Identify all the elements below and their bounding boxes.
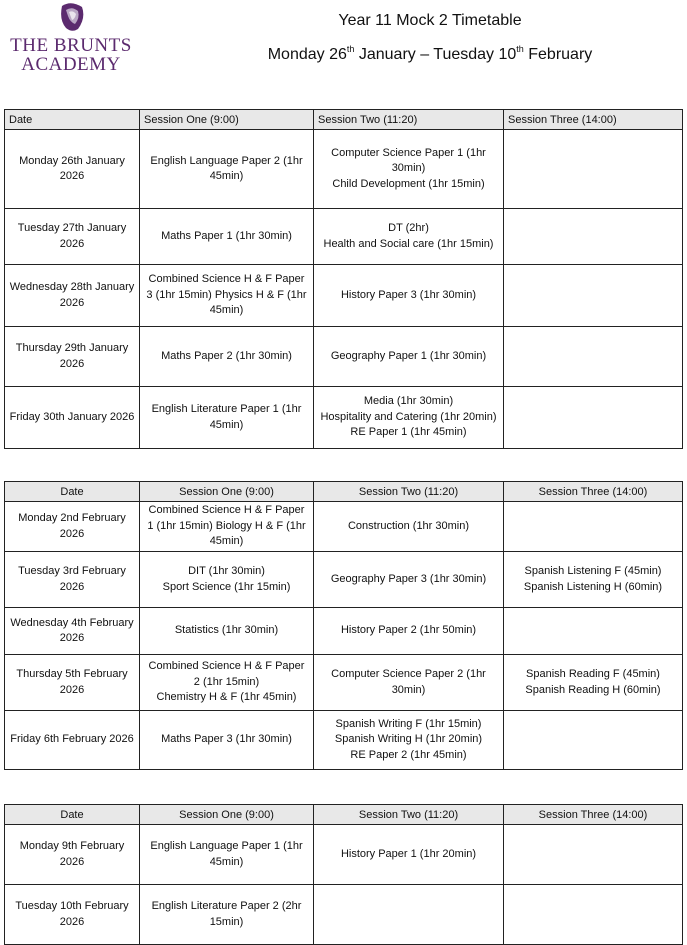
exam-entry: Maths Paper 1 (1hr 30min): [161, 229, 292, 242]
exam-entry: Geography Paper 3 (1hr 30min): [330, 572, 487, 585]
date-cell: Monday 26th January 2026: [5, 130, 140, 209]
session-three-cell: [504, 825, 683, 885]
table-row: [5, 552, 683, 608]
table-row: [5, 387, 683, 449]
session-one-cell: [140, 711, 314, 770]
session-three-cell: [504, 552, 683, 608]
exam-entry: Spanish Writing F (1hr 15min): [335, 717, 482, 730]
exam-entry: RE Paper 2 (1hr 45min): [350, 748, 467, 761]
session-one-cell: [140, 209, 314, 265]
table-row: [5, 265, 683, 327]
session-two-cell: [314, 502, 504, 552]
table-row: [5, 608, 683, 655]
exam-entry: Computer Science Paper 1 (1hr 30min): [331, 146, 486, 175]
date-cell: Thursday 5th February 2026: [5, 655, 140, 711]
table-row: [5, 825, 683, 885]
session-two-cell: [314, 265, 504, 327]
exam-entry: Statistics (1hr 30min): [174, 624, 279, 637]
session-three-cell: [504, 711, 683, 770]
date-cell: Monday 2nd February 2026: [5, 502, 140, 552]
exam-entry: Spanish Listening F (45min): [524, 565, 662, 577]
session-two-cell: [314, 327, 504, 387]
column-header-session-one: Session One (9:00): [140, 482, 314, 502]
timetable-week2: [4, 481, 683, 770]
session-three-cell: [504, 265, 683, 327]
exam-entry: Hospitality and Catering (1hr 20min): [320, 410, 497, 423]
exam-entry: Combined Science H & F Paper 3 (1hr 15min) Physics H & F (1hr 45min): [146, 273, 307, 317]
session-one-cell: [140, 552, 314, 608]
column-header-session-two: Session Two (11:20): [314, 482, 504, 502]
exam-entry: Combined Science H & F Paper 2 (1hr 15min): [148, 660, 305, 688]
session-two-cell: [314, 825, 504, 885]
session-two-cell: [314, 387, 504, 449]
exam-entry: English Literature Paper 1 (1hr 45min): [151, 403, 302, 431]
date-cell: Tuesday 10th February 2026: [5, 885, 140, 945]
timetable-week3: [4, 804, 683, 945]
column-header-date: Date: [5, 110, 140, 130]
column-header-session-one: Session One (9:00): [140, 110, 314, 130]
column-header-session-two: Session Two (11:20): [314, 110, 504, 130]
session-two-cell: [314, 209, 504, 265]
exam-entry: Health and Social care (1hr 15min): [323, 237, 494, 250]
table-row: [5, 209, 683, 265]
session-two-cell: [314, 711, 504, 770]
exam-entry: DT (2hr): [388, 222, 429, 234]
table-row: [5, 327, 683, 387]
column-header-session-three: Session Three (14:00): [504, 805, 683, 825]
exam-entry: DIT (1hr 30min): [188, 565, 265, 577]
exam-entry: Child Development (1hr 15min): [332, 177, 485, 190]
exam-entry: Sport Science (1hr 15min): [162, 580, 291, 593]
logo-text-line2: ACADEMY: [21, 54, 121, 75]
session-one-cell: [140, 885, 314, 945]
date-cell: Tuesday 3rd February 2026: [5, 552, 140, 608]
table-row: [5, 130, 683, 209]
logo-text-line1: THE BRUNTS: [10, 35, 132, 56]
exam-entry: History Paper 3 (1hr 30min): [340, 288, 477, 301]
exam-entry: History Paper 1 (1hr 20min): [340, 847, 477, 860]
date-cell: Wednesday 4th February 2026: [5, 608, 140, 655]
date-cell: Tuesday 27th January 2026: [5, 209, 140, 265]
date-cell: Friday 6th February 2026: [5, 711, 140, 770]
timetable-week1: [4, 109, 683, 449]
session-three-cell: [504, 209, 683, 265]
session-one-cell: [140, 327, 314, 387]
table-row: [5, 502, 683, 552]
session-one-cell: [140, 608, 314, 655]
exam-entry: Spanish Reading F (45min): [526, 668, 660, 680]
page-title: Year 11 Mock 2 Timetable: [338, 12, 522, 29]
exam-entry: English Language Paper 2 (1hr 45min): [150, 154, 303, 182]
session-three-cell: [504, 502, 683, 552]
column-header-session-two: Session Two (11:20): [314, 805, 504, 825]
date-cell: Thursday 29th January 2026: [5, 327, 140, 387]
date-cell: Monday 9th February 2026: [5, 825, 140, 885]
session-two-cell: [314, 608, 504, 655]
session-three-cell: [504, 130, 683, 209]
session-one-cell: [140, 265, 314, 327]
exam-entry: Chemistry H & F (1hr 45min): [156, 691, 297, 704]
exam-entry: Maths Paper 3 (1hr 30min): [161, 733, 292, 746]
exam-entry: English Literature Paper 2 (2hr 15min): [151, 900, 302, 928]
column-header-session-one: Session One (9:00): [140, 805, 314, 825]
table-row: [5, 655, 683, 711]
date-cell: Wednesday 28th January 2026: [5, 265, 140, 327]
exam-entry: Computer Science Paper 2 (1hr 30min): [331, 668, 486, 696]
date-cell: Friday 30th January 2026: [5, 387, 140, 449]
exam-entry: Combined Science H & F Paper 1 (1hr 15min) Biology H & F (1hr 45min): [147, 504, 306, 548]
session-three-cell: [504, 327, 683, 387]
session-two-cell: [314, 655, 504, 711]
session-one-cell: [140, 825, 314, 885]
session-two-cell: [314, 885, 504, 945]
session-two-cell: [314, 552, 504, 608]
session-one-cell: [140, 387, 314, 449]
exam-entry: English Language Paper 1 (1hr 45min): [150, 840, 303, 868]
session-one-cell: [140, 655, 314, 711]
exam-entry: RE Paper 1 (1hr 45min): [350, 426, 467, 439]
column-header-date: Date: [5, 482, 140, 502]
exam-entry: Geography Paper 1 (1hr 30min): [330, 349, 487, 362]
session-two-cell: [314, 130, 504, 209]
column-header-session-three: Session Three (14:00): [504, 482, 683, 502]
session-three-cell: [504, 885, 683, 945]
column-header-date: Date: [5, 805, 140, 825]
exam-entry: Spanish Writing H (1hr 20min): [334, 733, 483, 746]
session-one-cell: [140, 130, 314, 209]
page-subtitle: Monday 26th January – Tuesday 10th February: [267, 44, 593, 63]
exam-entry: Spanish Reading H (60min): [525, 683, 661, 696]
session-three-cell: [504, 655, 683, 711]
column-header-session-three: Session Three (14:00): [504, 110, 683, 130]
exam-entry: Construction (1hr 30min): [347, 519, 470, 532]
exam-entry: Media (1hr 30min): [363, 395, 454, 408]
school-logo: [6, 2, 136, 74]
table-row: [5, 711, 683, 770]
exam-entry: History Paper 2 (1hr 50min): [340, 624, 477, 637]
table-row: [5, 885, 683, 945]
exam-entry: Maths Paper 2 (1hr 30min): [161, 349, 292, 362]
session-three-cell: [504, 608, 683, 655]
crest-icon: [54, 2, 88, 34]
session-one-cell: [140, 502, 314, 552]
session-three-cell: [504, 387, 683, 449]
exam-entry: Spanish Listening H (60min): [523, 580, 663, 593]
